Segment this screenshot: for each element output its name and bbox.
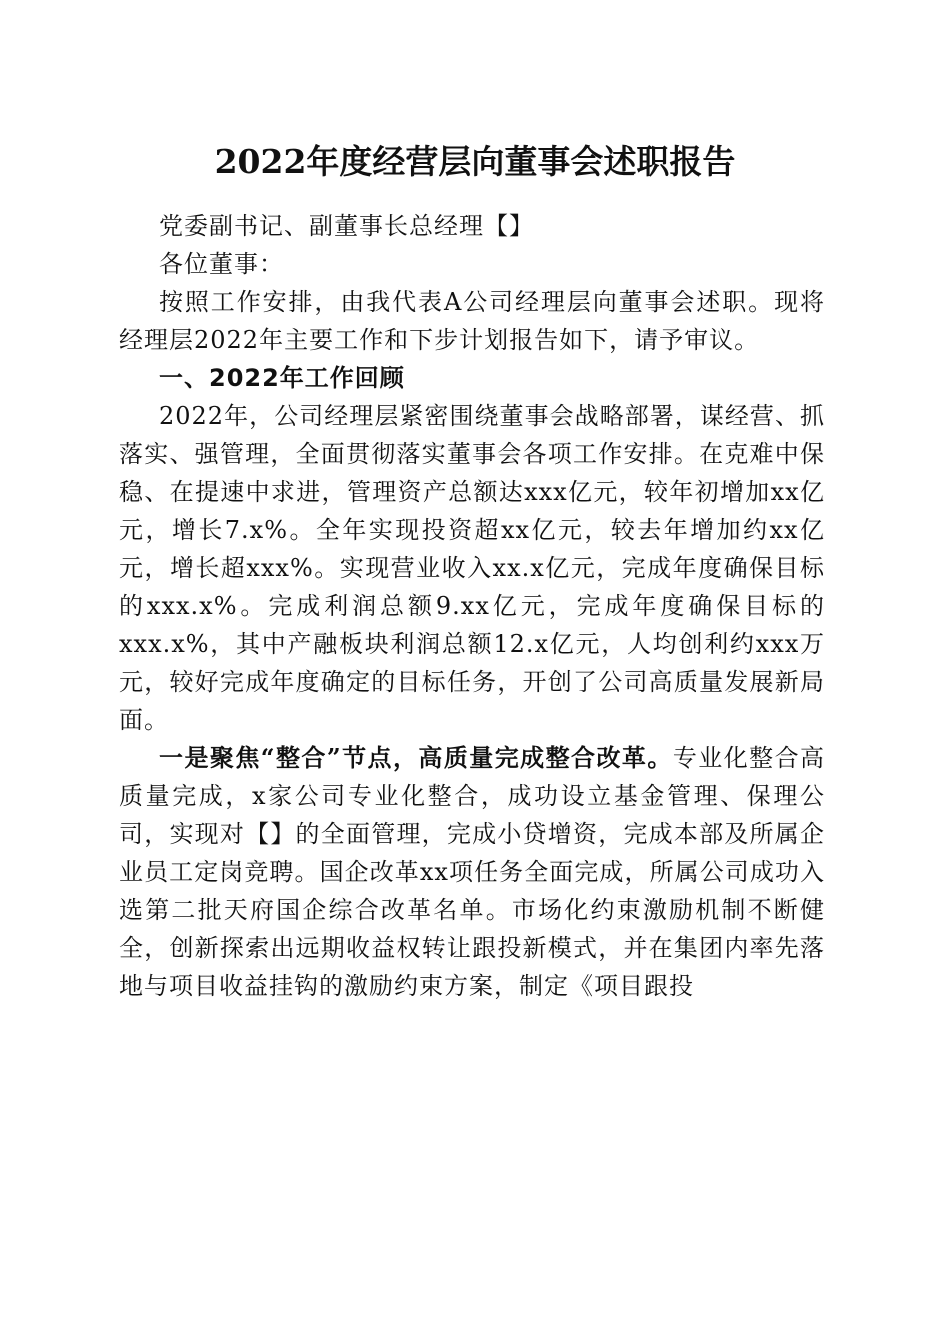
integration-paragraph [119,739,825,1005]
section-heading: 一、2022年工作回顾 [159,364,405,392]
paragraph-body: 专业化整合高质量完成，x家公司专业化整合，成功设立基金管理、保理公司，实现对【】的全面管理，完成小贷增资，完成本部及所属企业员工定岗竞聘。国企改革xx项任务全面完成，所属公司成功入选第二批天府国企综合改革名单。市场化约束激励机制不断健全，创新探索出远期收益权转让跟投新模式，并在集团内率先落地与项目收益挂钩的激励约束方案，制定《项目跟投 [119,744,826,1000]
review-paragraph: 2022年，公司经理层紧密围绕董事会战略部署，谋经营、抓落实、强管理，全面贯彻落实董事会各项工作安排。在克难中保稳、在提速中求进，管理资产总额达xxx亿元，较年初增加xx亿元，增长7.x%。全年实现投资超xx亿元，较去年增加约xx亿元，增长超xxx%。实现营业收入xx.x亿元，完成年度确保目标的xxx.x%。完成利润总额9.xx亿元，完成年度确保目标的xxx.x%，其中产融板块利润总额12.x亿元，人均创利约xxx万元，较好完成年度确定的目标任务，开创了公司高质量发展新局面。 [119,402,825,734]
paragraph-lead: 一是聚焦“整合”节点，高质量完成整合改革。 [159,743,673,772]
salutation: 各位董事： [159,250,284,278]
document-title: 2022年度经营层向董事会述职报告 [214,142,736,181]
document-body [119,207,825,1005]
author-line: 党委副书记、副董事长总经理【】 [159,212,534,240]
intro-paragraph: 按照工作安排，由我代表A公司经理层向董事会述职。现将经理层2022年主要工作和下步计划报告如下，请予审议。 [119,288,825,354]
